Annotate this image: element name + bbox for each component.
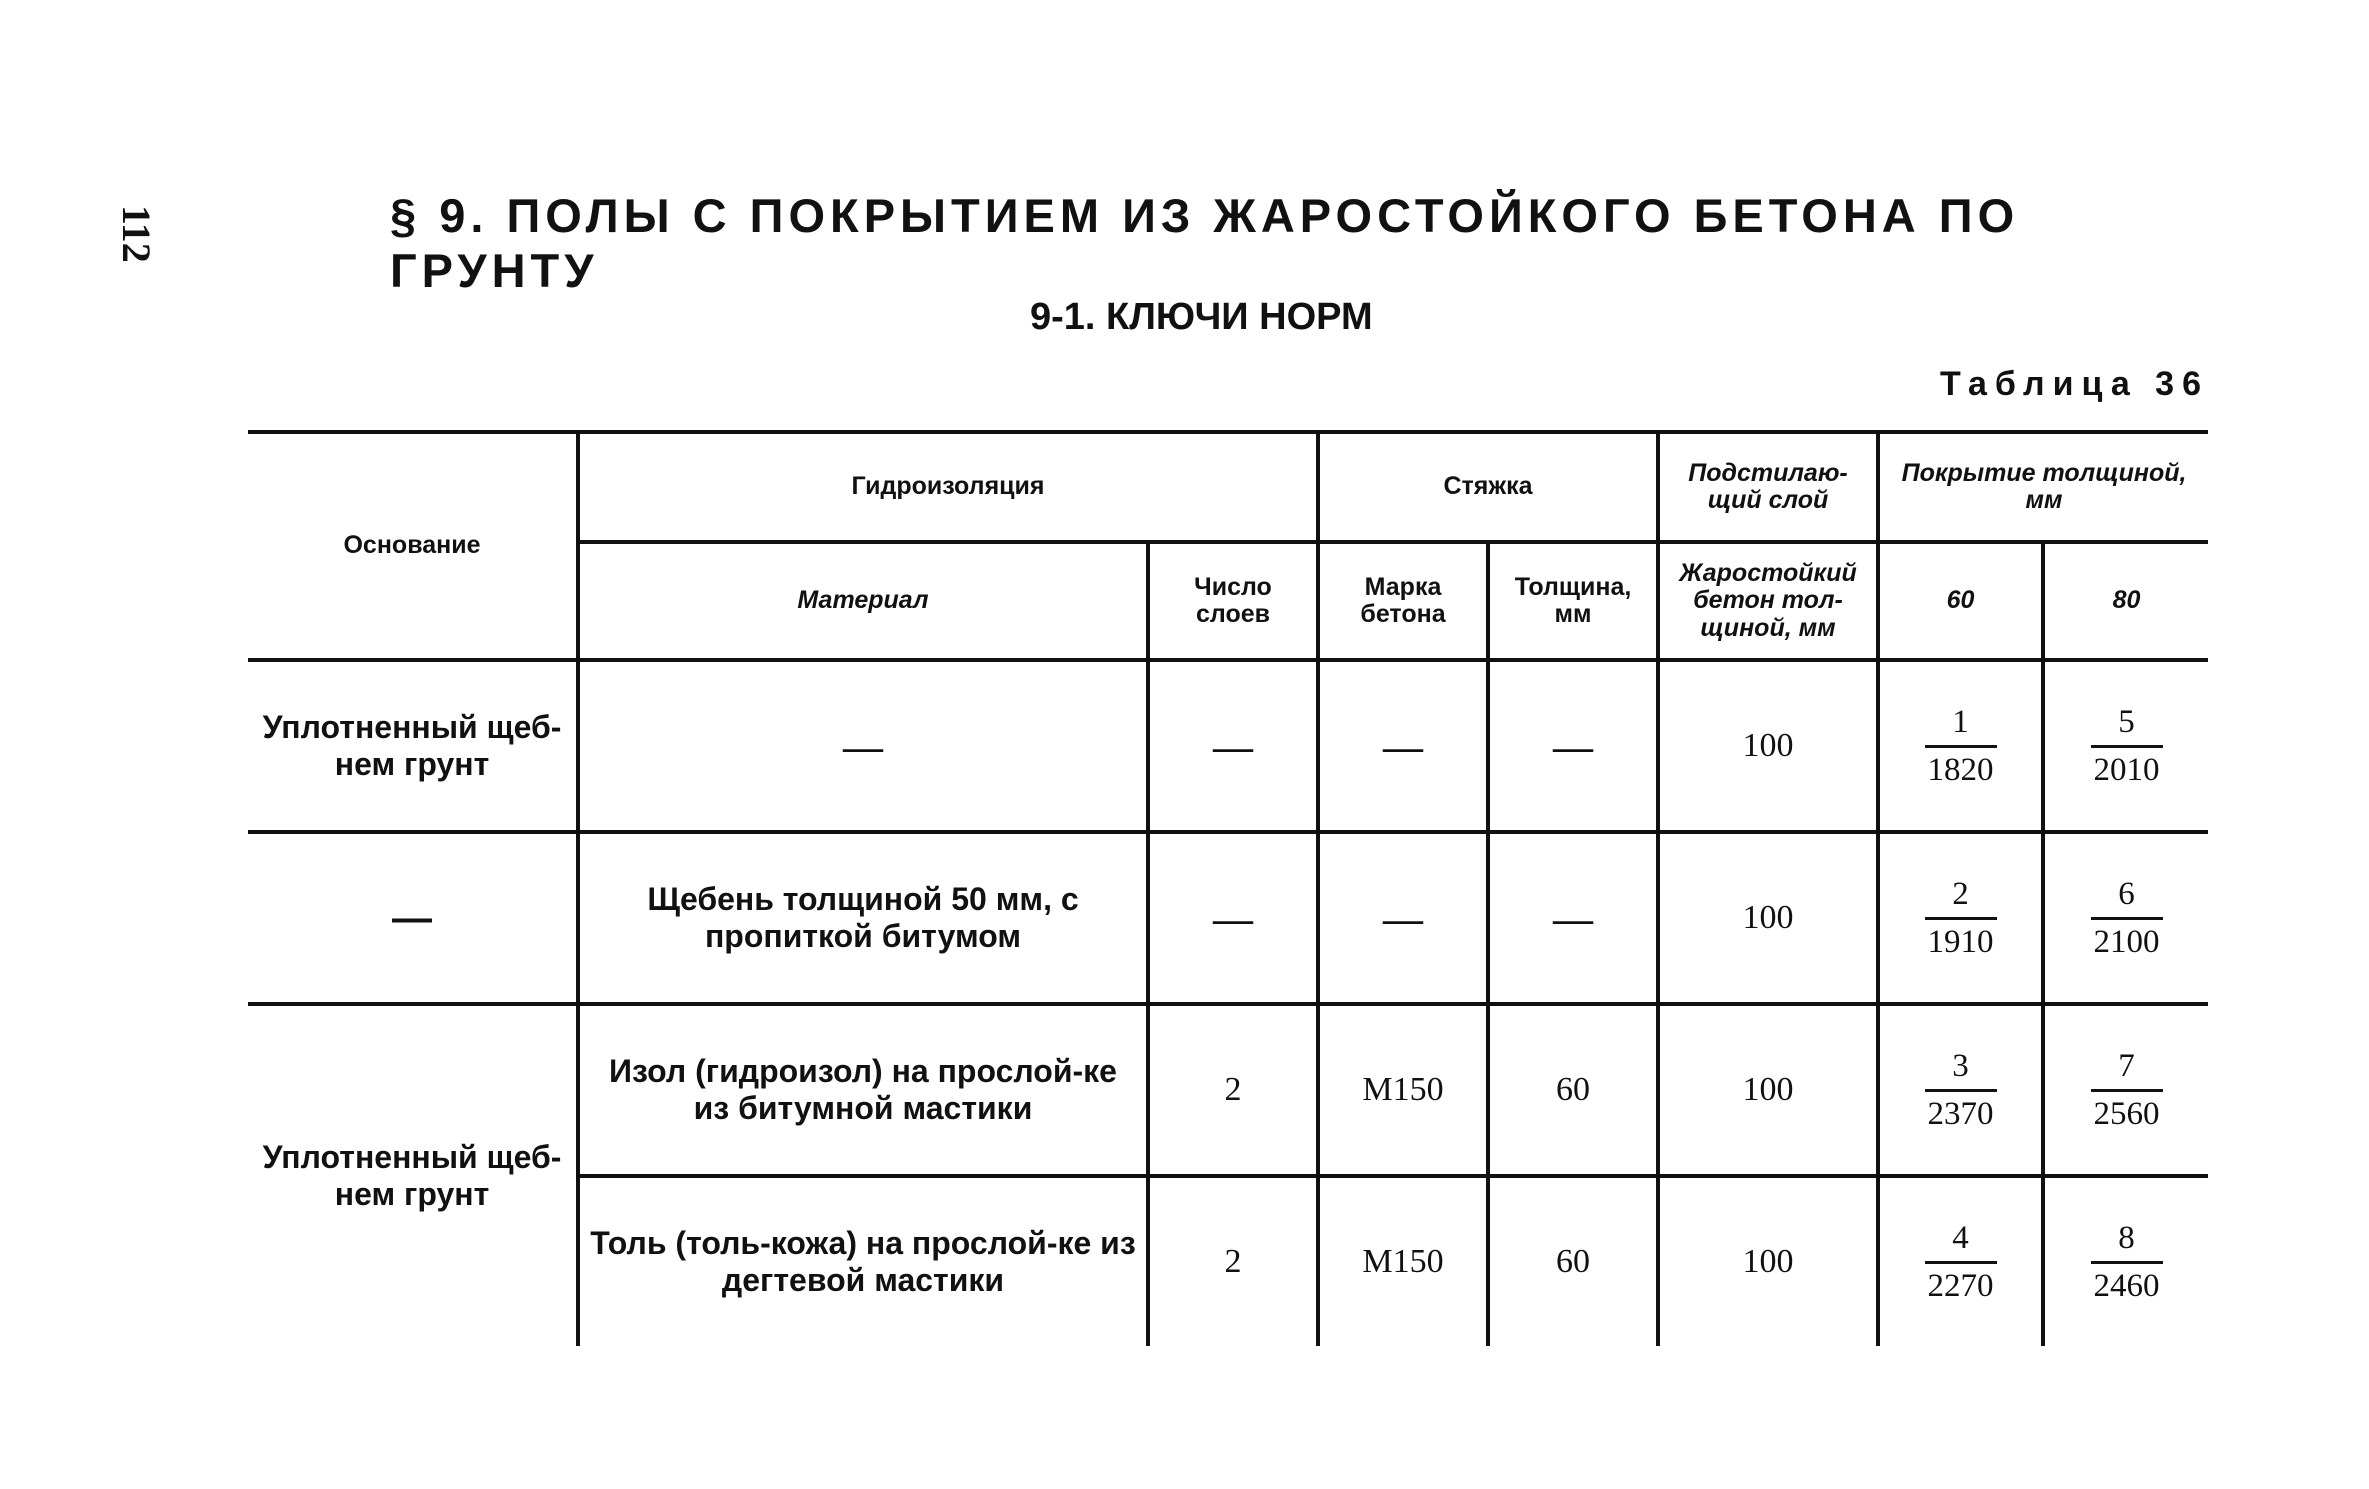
fraction xyxy=(2088,1048,2166,1133)
table-row xyxy=(248,660,2208,832)
cell-layers: — xyxy=(1148,832,1318,1004)
cell-underlayer: 100 xyxy=(1658,1176,1878,1346)
fraction xyxy=(1922,1220,2000,1305)
cell-base: Уплотненный щеб-нем грунт xyxy=(248,1004,578,1346)
cell-layers: — xyxy=(1148,660,1318,832)
section-title: § 9. ПОЛЫ С ПОКРЫТИЕМ ИЗ ЖАРОСТОЙКОГО БЕТОНА ПО ГРУНТУ xyxy=(390,189,2020,297)
header-coating-80: 80 xyxy=(2043,542,2208,660)
cell-coating-80 xyxy=(2043,832,2208,1004)
header-layers: Число слоев xyxy=(1148,542,1318,660)
cell-coating-80 xyxy=(2043,1176,2208,1346)
table-caption: Таблица 36 xyxy=(1940,365,2209,403)
cell-material: Изол (гидроизол) на прослой-ке из битумной мастики xyxy=(578,1004,1148,1176)
norm-value: 2370 xyxy=(1927,1096,1994,1132)
cell-thickness: 60 xyxy=(1488,1176,1658,1346)
cell-base: Уплотненный щеб-нем грунт xyxy=(248,660,578,832)
cell-coating-80 xyxy=(2043,1004,2208,1176)
cell-layers: 2 xyxy=(1148,1004,1318,1176)
fraction xyxy=(2088,1220,2166,1305)
table-row xyxy=(248,1004,2208,1176)
header-waterproofing: Гидроизоляция xyxy=(578,432,1318,542)
cell-thickness: — xyxy=(1488,832,1658,1004)
norm-key: 6 xyxy=(2118,876,2135,912)
cell-coating-60 xyxy=(1878,1004,2043,1176)
norm-value: 2460 xyxy=(2093,1268,2160,1304)
norm-key: 8 xyxy=(2118,1220,2135,1256)
cell-grade: М150 xyxy=(1318,1176,1488,1346)
header-heat-concrete: Жаростойкий бетон тол-щиной, мм xyxy=(1658,542,1878,660)
header-row-top xyxy=(248,432,2208,542)
norm-key: 2 xyxy=(1952,876,1969,912)
header-underlayer: Подстилаю-щий слой xyxy=(1658,432,1878,542)
norm-key: 7 xyxy=(2118,1048,2135,1084)
header-screed: Стяжка xyxy=(1318,432,1658,542)
cell-grade: — xyxy=(1318,832,1488,1004)
norm-value: 2010 xyxy=(2093,752,2160,788)
norms-table xyxy=(248,430,2208,1346)
fraction xyxy=(1922,704,2000,789)
norm-value: 1820 xyxy=(1927,752,1994,788)
header-material: Материал xyxy=(578,542,1148,660)
page-number: 112 xyxy=(114,205,159,263)
header-coating: Покрытие толщиной, мм xyxy=(1878,432,2208,542)
cell-underlayer: 100 xyxy=(1658,832,1878,1004)
norm-key: 5 xyxy=(2118,704,2135,740)
cell-coating-60 xyxy=(1878,832,2043,1004)
norm-value: 2560 xyxy=(2093,1096,2160,1132)
cell-coating-80 xyxy=(2043,660,2208,832)
cell-grade: М150 xyxy=(1318,1004,1488,1176)
norm-key: 1 xyxy=(1952,704,1969,740)
fraction xyxy=(2088,704,2166,789)
cell-layers: 2 xyxy=(1148,1176,1318,1346)
fraction xyxy=(1922,876,2000,961)
norm-value: 2270 xyxy=(1927,1268,1994,1304)
cell-coating-60 xyxy=(1878,660,2043,832)
norm-value: 2100 xyxy=(2093,924,2160,960)
cell-thickness: — xyxy=(1488,660,1658,832)
cell-material: — xyxy=(578,660,1148,832)
cell-base: — xyxy=(248,832,578,1004)
norm-key: 3 xyxy=(1952,1048,1969,1084)
header-concrete-grade: Марка бетона xyxy=(1318,542,1488,660)
fraction xyxy=(1922,1048,2000,1133)
cell-thickness: 60 xyxy=(1488,1004,1658,1176)
cell-underlayer: 100 xyxy=(1658,660,1878,832)
header-coating-60: 60 xyxy=(1878,542,2043,660)
table-row xyxy=(248,832,2208,1004)
norm-value: 1910 xyxy=(1927,924,1994,960)
header-base: Основание xyxy=(248,432,578,660)
cell-material: Щебень толщиной 50 мм, с пропиткой битумом xyxy=(578,832,1148,1004)
fraction xyxy=(2088,876,2166,961)
cell-coating-60 xyxy=(1878,1176,2043,1346)
cell-material: Толь (толь-кожа) на прослой-ке из дегтевой мастики xyxy=(578,1176,1148,1346)
cell-grade: — xyxy=(1318,660,1488,832)
norm-key: 4 xyxy=(1952,1220,1969,1256)
subsection-title: 9-1. КЛЮЧИ НОРМ xyxy=(1030,296,1373,338)
header-thickness: Толщина, мм xyxy=(1488,542,1658,660)
cell-underlayer: 100 xyxy=(1658,1004,1878,1176)
